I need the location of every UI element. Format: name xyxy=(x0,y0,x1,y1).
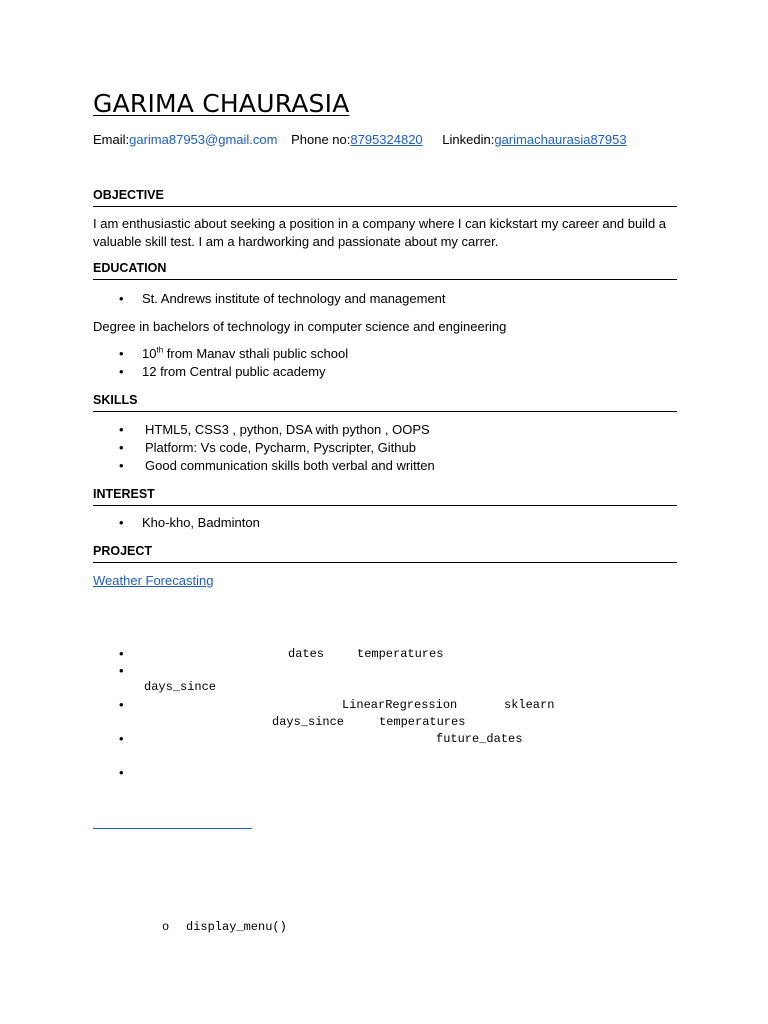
project-heading: PROJECT xyxy=(93,543,677,563)
tenth-superscript: th xyxy=(156,345,164,355)
skill-item: Platform: Vs code, Pycharm, Pyscripter, Github xyxy=(145,440,416,455)
twelfth-school: 12 from Central public academy xyxy=(142,364,326,379)
email-label: Email: xyxy=(93,132,130,147)
code-term: sklearn xyxy=(504,698,555,712)
degree-text: Degree in bachelors of technology in computer science and engineering xyxy=(93,319,507,334)
sub-bullet-marker: o xyxy=(162,920,170,934)
bullet: • xyxy=(119,765,124,780)
education-heading: EDUCATION xyxy=(93,260,677,280)
list-item: • Kho-kho, Badminton xyxy=(119,515,260,530)
code-term: temperatures xyxy=(357,647,444,661)
list-item: • Platform: Vs code, Pycharm, Pyscripter, Github xyxy=(119,440,416,455)
objective-heading: OBJECTIVE xyxy=(93,187,677,207)
list-item: • Good communication skills both verbal and written xyxy=(119,458,435,473)
bullet: • xyxy=(119,646,124,661)
code-term: days_since xyxy=(272,715,345,729)
education-list-1 xyxy=(93,290,446,308)
linkedin-link[interactable]: garimachaurasia87953 xyxy=(494,132,627,147)
list-item: • HTML5, CSS3 , python, DSA with python , OOPS xyxy=(119,422,430,437)
bullet: • xyxy=(119,697,124,712)
phone-link[interactable]: 8795324820 xyxy=(350,132,423,147)
skills-list xyxy=(93,421,435,475)
candidate-name: GARIMA CHAURASIA xyxy=(93,89,350,118)
skills-heading: SKILLS xyxy=(93,392,677,412)
code-term: display_menu() xyxy=(186,920,287,934)
linkedin-label: Linkedin: xyxy=(442,132,495,147)
code-term: future_dates xyxy=(436,732,523,746)
skill-item: Good communication skills both verbal and written xyxy=(145,458,435,473)
list-item: • 12 from Central public academy xyxy=(119,364,326,379)
interest-heading: INTEREST xyxy=(93,486,677,506)
bullet: • xyxy=(119,663,124,678)
code-term: temperatures xyxy=(379,715,466,729)
blank-link-underline[interactable] xyxy=(93,828,252,829)
project-title-link[interactable]: Weather Forecasting xyxy=(93,573,214,588)
tenth-number: 10 xyxy=(142,346,157,361)
email-link[interactable]: garima87953@gmail.com xyxy=(129,132,278,147)
code-term: dates xyxy=(288,647,325,661)
code-term: days_since xyxy=(144,680,217,694)
tenth-school: from Manav sthali public school xyxy=(163,346,349,361)
objective-text: I am enthusiastic about seeking a position in a company where I can kickstart my career and build a valuable skill test. I am a hardworking and passionate about my carrer. xyxy=(93,216,667,249)
list-item: • St. Andrews institute of technology and management xyxy=(119,291,446,306)
interest-list xyxy=(93,514,260,532)
skill-item: HTML5, CSS3 , python, DSA with python , OOPS xyxy=(145,422,430,437)
interest-text: Kho-kho, Badminton xyxy=(142,515,260,530)
contact-line xyxy=(93,132,627,148)
bullet: • xyxy=(119,731,124,746)
list-item: • 10th from Manav sthali public school xyxy=(119,345,349,361)
phone-label: Phone no: xyxy=(291,132,351,147)
code-term: LinearRegression xyxy=(342,698,458,712)
education-list-2 xyxy=(93,345,348,381)
college-name: St. Andrews institute of technology and management xyxy=(142,291,446,306)
